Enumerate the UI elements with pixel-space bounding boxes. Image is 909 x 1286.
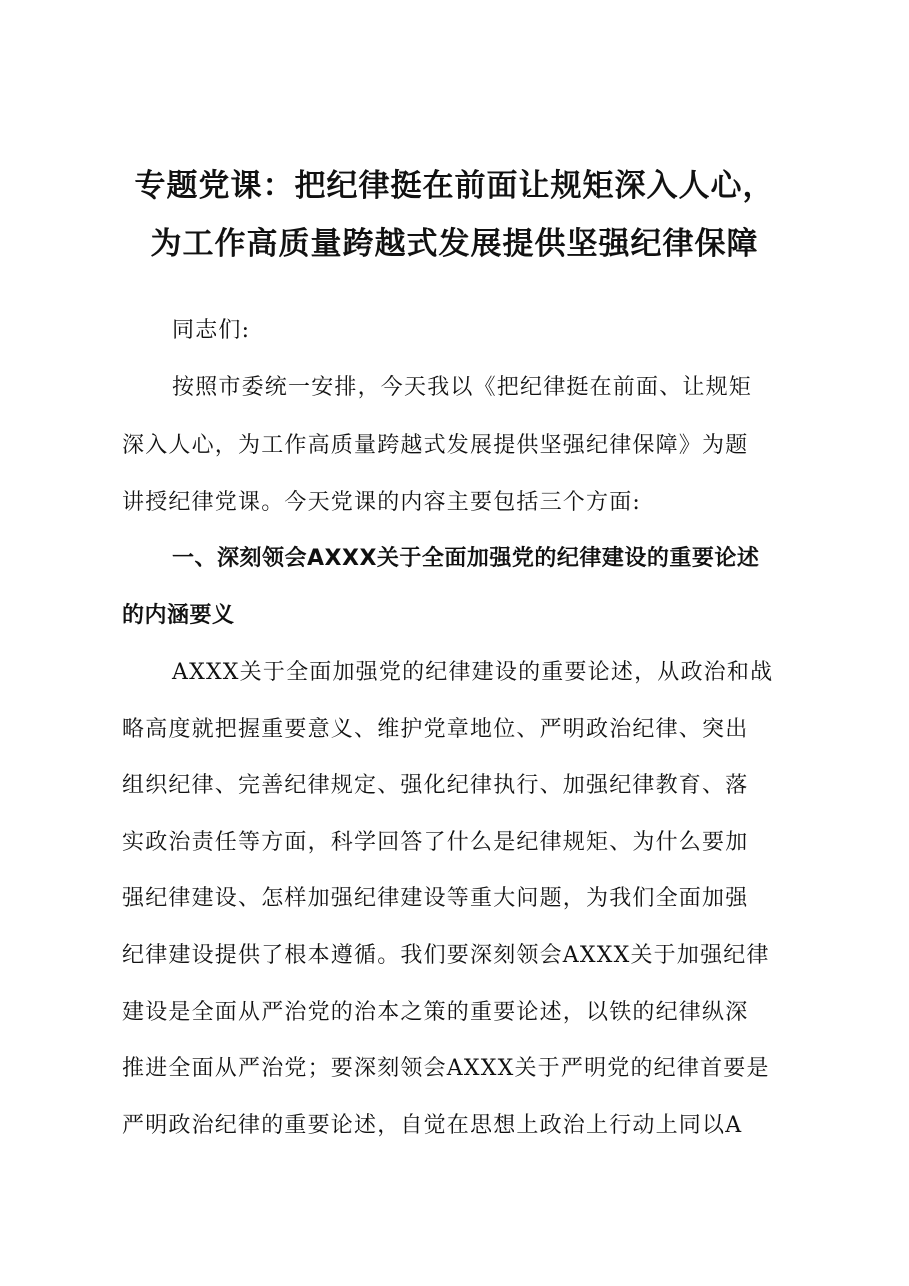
body-line-6: 纪律建设提供了根本遵循。我们要深刻领会AXXX关于加强纪律 bbox=[122, 943, 770, 968]
body-line-2: 略高度就把握重要意义、维护党章地位、严明政治纪律、突出 bbox=[122, 717, 749, 742]
body-line-4: 实政治责任等方面，科学回答了什么是纪律规矩、为什么要加 bbox=[122, 830, 749, 855]
body-line-9: 严明政治纪律的重要论述，自觉在思想上政治上行动上同以A bbox=[122, 1113, 743, 1138]
body-line-8: 推进全面从严治党；要深刻领会AXXX关于严明党的纪律首要是 bbox=[122, 1056, 770, 1081]
title-line-1: 专题党课：把纪律挺在前面让规矩深入人心， bbox=[134, 168, 775, 204]
section-heading-line-2: 的内涵要义 bbox=[122, 603, 235, 628]
body-line-5: 强纪律建设、怎样加强纪律建设等重大问题，为我们全面加强 bbox=[122, 886, 749, 911]
intro-line-1: 按照市委统一安排，今天我以《把纪律挺在前面、让规矩 bbox=[172, 375, 753, 400]
intro-line-2: 深入人心，为工作高质量跨越式发展提供坚强纪律保障》为题 bbox=[122, 433, 749, 458]
salutation: 同志们: bbox=[172, 318, 251, 343]
body-line-1: AXXX关于全面加强党的纪律建设的重要论述，从政治和战 bbox=[172, 660, 774, 685]
body-line-7: 建设是全面从严治党的治本之策的重要论述，以铁的纪律纵深 bbox=[122, 1000, 749, 1025]
intro-line-3: 讲授纪律党课。今天党课的内容主要包括三个方面: bbox=[122, 490, 642, 515]
title-line-2: 为工作高质量跨越式发展提供坚强纪律保障 bbox=[150, 226, 759, 262]
section-heading-line-1: 一、深刻领会AXXX关于全面加强党的纪律建设的重要论述 bbox=[172, 546, 760, 571]
body-line-3: 组织纪律、完善纪律规定、强化纪律执行、加强纪律教育、落 bbox=[122, 773, 749, 798]
